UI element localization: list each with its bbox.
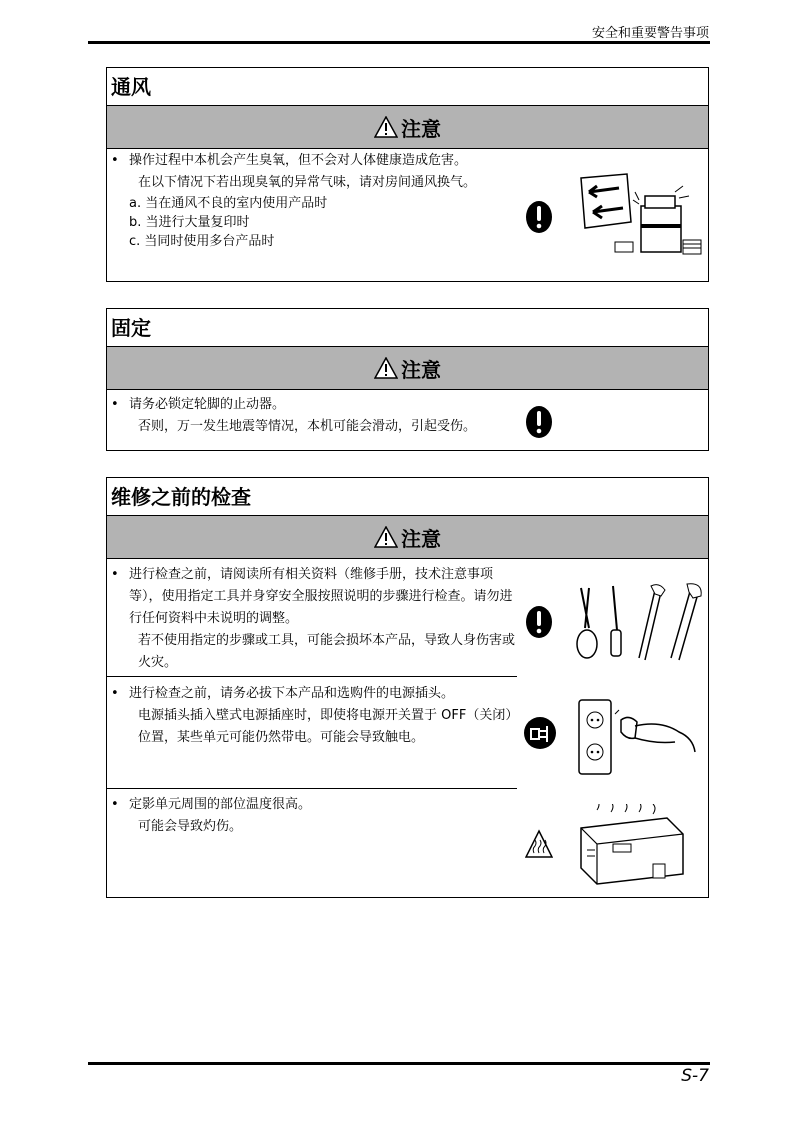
list-item: c. 当同时使用多台产品时 [129,234,275,249]
item-bullet-text: 操作过程中本机会产生臭氧，但不会对人体健康造成危害。 [129,153,468,168]
unplug-illustration-icon [575,698,703,778]
warning-triangle-icon [374,526,398,548]
item-bullet-text: 定影单元周围的部位温度很高。 [129,797,312,812]
item-detail-text: 在以下情况下若出现臭氧的异常气味，请对房间通风换气。 [138,175,477,190]
caution-band [107,347,708,390]
section-title: 固定 [107,309,708,347]
hot-surface-icon [525,829,553,859]
item-bullet-text: 请务必锁定轮脚的止动器。 [129,397,286,412]
item-detail-text: 否则，万一发生地震等情况，本机可能会滑动，引起受伤。 [138,419,477,434]
item-detail-text: 电源插头插入壁式电源插座时，即使将电源开关置于 OFF（关闭）位置，某些单元可能仍然带电。可能会导致触电。 [138,708,512,745]
header-rule [88,41,710,44]
ventilation-illustration-icon [575,172,703,260]
item-text: • 操作过程中本机会产生臭氧，但不会对人体健康造成危害。 在以下情况下若出现臭氧的异常气味，请对房间通风换气。 a. 当在通风不良的室内使用产品时 b. 当进行大量复印时 c. 当同时使用多台产品时 [111,150,503,251]
item-text: • 定影单元周围的部位温度很高。 可能会导致灼伤。 [111,794,503,838]
footer-rule [88,1062,710,1065]
item-text: • 请务必锁定轮脚的止动器。 否则，万一发生地震等情况，本机可能会滑动，引起受伤。 [111,394,503,438]
item-detail-text: 可能会导致灼伤。 [138,819,243,834]
item-detail-text: 若不使用指定的步骤或工具，可能会损坏本产品，导致人身伤害或火灾。 [138,633,516,670]
fuser-unit-illustration-icon [577,804,697,890]
caution-label: 注意 [401,116,441,141]
item-bullet-text: 进行检查之前，请阅读所有相关资料（维修手册，技术注意事项等），使用指定工具并身穿安全服按照说明的步骤进行检查。请勿进行任何资料中未说明的调整。 [129,567,513,626]
list-item: b. 当进行大量复印时 [129,215,250,230]
section-title: 维修之前的检查 [107,478,708,516]
list-item: a. 当在通风不良的室内使用产品时 [129,196,328,211]
unplug-icon [523,716,557,750]
section-ventilation [106,67,709,282]
section-title: 通风 [107,68,708,106]
item-divider [107,676,517,677]
caution-band [107,106,708,149]
item-divider [107,788,517,789]
running-header: 安全和重要警告事项 [591,26,709,41]
mandatory-action-icon [525,405,553,439]
caution-label: 注意 [401,357,441,382]
item-text: • 进行检查之前，请务必拔下本产品和选购件的电源插头。 电源插头插入壁式电源插座时，即使将电源开关置于 OFF（关闭）位置，某些单元可能仍然带电。可能会导致触电。 [111,683,503,749]
item-text: • 进行检查之前，请阅读所有相关资料（维修手册，技术注意事项等），使用指定工具并身穿安全服按照说明的步骤进行检查。请勿进行任何资料中未说明的调整。 若不使用指定的步骤或工具，可能会损坏本产品，导致人身伤害或火灾。 [111,564,503,674]
section-fixing [106,308,709,451]
warning-triangle-icon [374,116,398,138]
caution-band [107,516,708,559]
warning-triangle-icon [374,357,398,379]
page-number: S-7 [681,1066,709,1086]
mandatory-action-icon [525,200,553,234]
tools-illustration-icon [575,582,705,662]
caution-label: 注意 [401,526,441,551]
mandatory-action-icon [525,605,553,639]
section-pre-inspection [106,477,709,898]
item-bullet-text: 进行检查之前，请务必拔下本产品和选购件的电源插头。 [129,686,455,701]
